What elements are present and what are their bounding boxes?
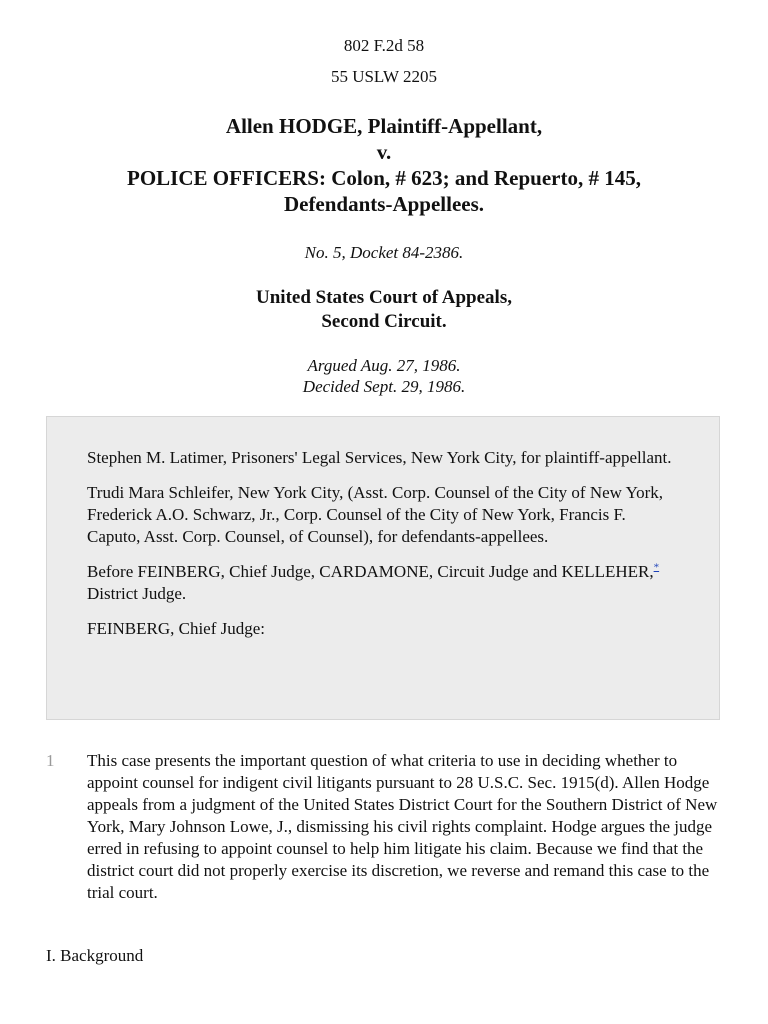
case-caption xyxy=(0,113,768,217)
caption-defendants: POLICE OFFICERS: Colon, # 623; and Repuerto, # 145, xyxy=(127,166,641,190)
panel-judges-role: District Judge. xyxy=(87,584,187,603)
docket-number: No. 5, Docket 84-2386. xyxy=(304,243,464,262)
reporter-citation: 802 F.2d 58 xyxy=(343,36,425,55)
court-name-line2: Second Circuit. xyxy=(321,311,447,332)
caption-defendants-role: Defendants-Appellees. xyxy=(283,192,485,216)
paragraph-text: This case presents the important question of what criteria to use in deciding whether to appoint counsel for indigent civil litigants pursuant to 28 U.S.C. Sec. 1915(d). Allen Hodge appeals from a judgment of the United States District Court for the Southern District of New York, Mary Johnson Lowe, J., dismissing his civil rights complaint. Hodge argues the judge erred in refusing to appoint counsel to help him litigate his claim. Because we find that the district court did not properly exercise its discretion, we reverse and remand this case to the trial court. xyxy=(87,751,718,902)
argued-date: Argued Aug. 27, 1986. xyxy=(307,356,461,375)
section-heading: I. Background xyxy=(46,946,144,965)
caption-plaintiff: Allen HODGE, Plaintiff-Appellant, xyxy=(225,114,543,138)
caption-versus: v. xyxy=(376,140,392,164)
court-name xyxy=(0,286,768,334)
footnote-link[interactable]: * xyxy=(653,561,660,574)
case-dates xyxy=(0,355,768,397)
decided-date: Decided Sept. 29, 1986. xyxy=(302,377,466,396)
appellant-counsel: Stephen M. Latimer, Prisoners' Legal Services, New York City, for plaintiff-appellant. xyxy=(87,448,672,467)
paragraph-number[interactable]: 1 xyxy=(46,751,55,770)
opinion-author: FEINBERG, Chief Judge: xyxy=(87,619,266,638)
panel-judges-text: Before FEINBERG, Chief Judge, CARDAMONE, Circuit Judge and KELLEHER, xyxy=(87,562,654,581)
counsel-box xyxy=(46,416,720,720)
court-name-line1: United States Court of Appeals, xyxy=(256,287,512,308)
uslw-citation: 55 USLW 2205 xyxy=(330,67,438,86)
panel-judges xyxy=(87,561,679,605)
appellee-counsel: Trudi Mara Schleifer, New York City, (Asst. Corp. Counsel of the City of New York, Frederick A.O. Schwarz, Jr., Corp. Counsel of the City of New York, Francis F. Caputo, Asst. Corp. Counsel, of Counsel), for defendants-appellees. xyxy=(87,483,664,546)
